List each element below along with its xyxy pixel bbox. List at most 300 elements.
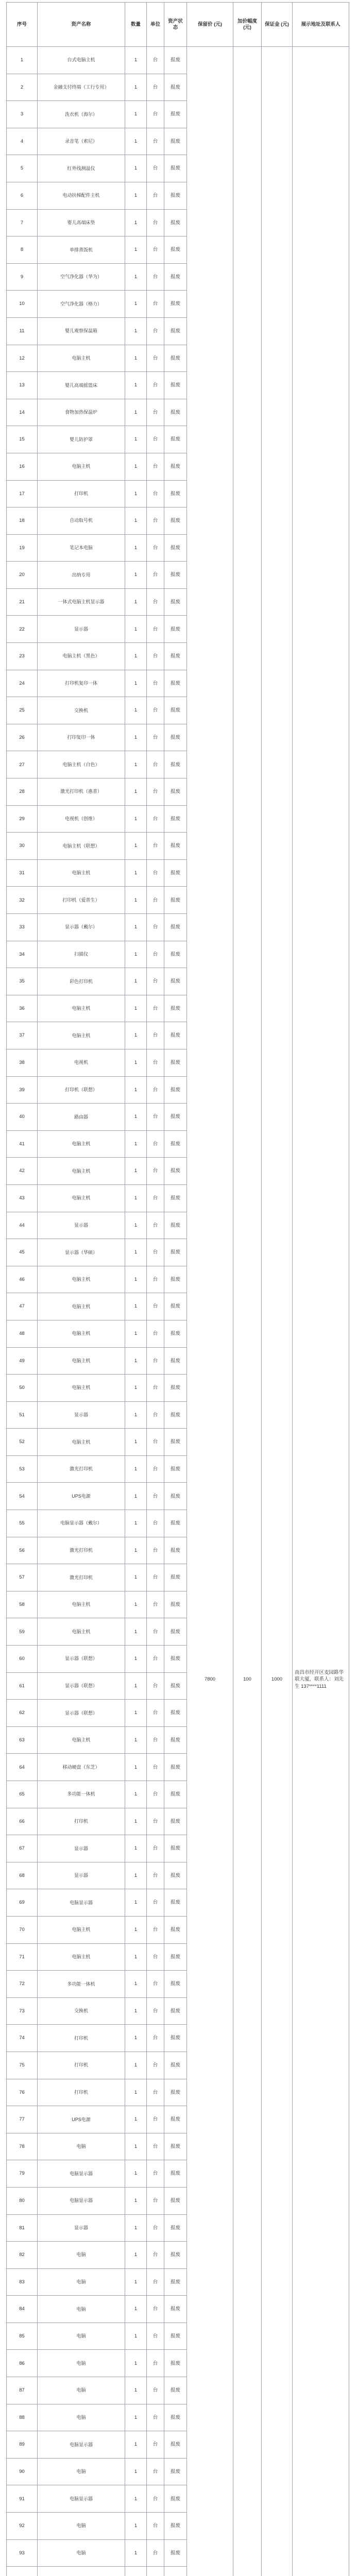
cell-unit: 台 bbox=[147, 1889, 164, 1917]
cell-unit: 台 bbox=[147, 2268, 164, 2296]
cell-name: 显示器（联想） bbox=[38, 1646, 125, 1673]
cell-name: 激光打印机（惠普） bbox=[38, 778, 125, 806]
cell-unit: 台 bbox=[147, 1971, 164, 1998]
cell-no: 12 bbox=[7, 345, 38, 372]
cell-status: 报废 bbox=[164, 1510, 187, 1537]
cell-qty: 1 bbox=[125, 1726, 147, 1754]
cell-no: 7 bbox=[7, 209, 38, 236]
cell-qty: 1 bbox=[125, 1700, 147, 1727]
cell-name: 扫描仪 bbox=[38, 941, 125, 968]
cell-name: 显示器 bbox=[38, 1835, 125, 1862]
cell-name: 婴儿高端摇篮床 bbox=[38, 372, 125, 399]
cell-status: 报废 bbox=[164, 1130, 187, 1158]
cell-status: 报废 bbox=[164, 1537, 187, 1564]
cell-qty: 1 bbox=[125, 1455, 147, 1483]
cell-qty: 1 bbox=[125, 236, 147, 264]
cell-no: 71 bbox=[7, 1943, 38, 1971]
cell-no: 52 bbox=[7, 1429, 38, 1456]
cell-unit: 台 bbox=[147, 1455, 164, 1483]
cell-unit: 台 bbox=[147, 833, 164, 860]
cell-no: 34 bbox=[7, 941, 38, 968]
merged-contact: 南昌市经开区麦园路华联大厦，联系人：刘先生 137****1111 bbox=[293, 47, 349, 2576]
cell-qty: 1 bbox=[125, 1320, 147, 1347]
cell-no: 79 bbox=[7, 2160, 38, 2188]
cell-qty: 1 bbox=[125, 1781, 147, 1808]
cell-status: 报废 bbox=[164, 1158, 187, 1185]
cell-status: 报废 bbox=[164, 534, 187, 562]
cell-no: 3 bbox=[7, 101, 38, 128]
cell-name: 空气净化器（格力） bbox=[38, 291, 125, 318]
cell-name: 激光打印机 bbox=[38, 1564, 125, 1591]
cell-status: 报废 bbox=[164, 291, 187, 318]
cell-name: 电脑 bbox=[38, 2377, 125, 2404]
cell-no: 64 bbox=[7, 1754, 38, 1781]
merged-increment: 100 bbox=[233, 47, 262, 2576]
cell-qty: 1 bbox=[125, 534, 147, 562]
cell-name: 婴儿防护罩 bbox=[38, 426, 125, 453]
cell-name: 激光打印机 bbox=[38, 1455, 125, 1483]
cell-unit: 台 bbox=[147, 155, 164, 182]
cell-name: UPS电源 bbox=[38, 2106, 125, 2133]
cell-no: 58 bbox=[7, 1591, 38, 1618]
cell-no: 56 bbox=[7, 1537, 38, 1564]
cell-status: 报废 bbox=[164, 155, 187, 182]
cell-unit: 台 bbox=[147, 2214, 164, 2242]
cell-unit: 台 bbox=[147, 1781, 164, 1808]
cell-qty: 1 bbox=[125, 1293, 147, 1320]
cell-no: 62 bbox=[7, 1700, 38, 1727]
cell-name: 电脑显示器 bbox=[38, 2431, 125, 2459]
cell-status: 报废 bbox=[164, 1618, 187, 1646]
cell-unit: 台 bbox=[147, 1049, 164, 1076]
cell-qty: 1 bbox=[125, 2404, 147, 2431]
cell-qty: 1 bbox=[125, 697, 147, 724]
cell-status: 报废 bbox=[164, 47, 187, 74]
cell-name: 打印机 bbox=[38, 2052, 125, 2079]
cell-status: 报废 bbox=[164, 968, 187, 995]
cell-no: 6 bbox=[7, 182, 38, 209]
cell-no: 50 bbox=[7, 1375, 38, 1402]
cell-unit: 台 bbox=[147, 1158, 164, 1185]
cell-status: 报废 bbox=[164, 2187, 187, 2214]
cell-qty: 1 bbox=[125, 1104, 147, 1131]
cell-name: 电脑 bbox=[38, 2242, 125, 2269]
cell-unit: 台 bbox=[147, 317, 164, 345]
cell-qty: 1 bbox=[125, 2025, 147, 2052]
cell-unit: 台 bbox=[147, 1429, 164, 1456]
cell-name: 显示器 bbox=[38, 2214, 125, 2242]
cell-unit: 台 bbox=[147, 1401, 164, 1429]
cell-unit: 台 bbox=[147, 263, 164, 291]
cell-name: 出纳专用 bbox=[38, 562, 125, 589]
cell-no: 80 bbox=[7, 2187, 38, 2214]
cell-name: 电脑主机 bbox=[38, 995, 125, 1022]
cell-qty: 1 bbox=[125, 2513, 147, 2540]
cell-qty: 1 bbox=[125, 372, 147, 399]
cell-qty: 1 bbox=[125, 1375, 147, 1402]
cell-unit: 台 bbox=[147, 1726, 164, 1754]
cell-status: 报废 bbox=[164, 1022, 187, 1049]
cell-no: 53 bbox=[7, 1455, 38, 1483]
cell-name: 笔记本电脑 bbox=[38, 534, 125, 562]
cell-name: 路由器 bbox=[38, 1104, 125, 1131]
cell-status: 报废 bbox=[164, 345, 187, 372]
cell-no: 19 bbox=[7, 534, 38, 562]
cell-no: 72 bbox=[7, 1971, 38, 1998]
cell-name: 电脑主机 bbox=[38, 1618, 125, 1646]
cell-status: 报废 bbox=[164, 372, 187, 399]
cell-name: 电脑主机 bbox=[38, 345, 125, 372]
cell-status: 报废 bbox=[164, 1916, 187, 1943]
cell-qty: 1 bbox=[125, 2214, 147, 2242]
cell-name: 电脑显示器 bbox=[38, 2187, 125, 2214]
cell-unit: 台 bbox=[147, 128, 164, 155]
cell-qty: 1 bbox=[125, 1401, 147, 1429]
cell-unit: 台 bbox=[147, 643, 164, 670]
cell-unit: 台 bbox=[147, 562, 164, 589]
cell-qty: 1 bbox=[125, 1835, 147, 1862]
cell-name: 电脑 bbox=[38, 2296, 125, 2323]
cell-no: 61 bbox=[7, 1672, 38, 1700]
cell-unit: 台 bbox=[147, 1564, 164, 1591]
cell-qty: 1 bbox=[125, 2187, 147, 2214]
cell-name: 电脑主机（黑色） bbox=[38, 643, 125, 670]
cell-status: 报废 bbox=[164, 209, 187, 236]
cell-no: 26 bbox=[7, 724, 38, 751]
cell-unit: 台 bbox=[147, 1618, 164, 1646]
cell-status: 报废 bbox=[164, 724, 187, 751]
cell-unit: 台 bbox=[147, 2539, 164, 2567]
cell-unit: 台 bbox=[147, 2133, 164, 2160]
cell-status: 报废 bbox=[164, 588, 187, 616]
cell-unit: 台 bbox=[147, 778, 164, 806]
cell-unit: 台 bbox=[147, 426, 164, 453]
cell-qty: 1 bbox=[125, 859, 147, 887]
cell-unit: 台 bbox=[147, 2025, 164, 2052]
cell-status: 报废 bbox=[164, 2052, 187, 2079]
cell-no: 78 bbox=[7, 2133, 38, 2160]
cell-unit: 台 bbox=[147, 372, 164, 399]
cell-no: 86 bbox=[7, 2350, 38, 2377]
cell-name: 电脑 bbox=[38, 2458, 125, 2485]
cell-qty: 1 bbox=[125, 833, 147, 860]
cell-qty: 1 bbox=[125, 1184, 147, 1212]
cell-unit: 台 bbox=[147, 1808, 164, 1835]
cell-status: 报废 bbox=[164, 507, 187, 535]
cell-qty: 1 bbox=[125, 562, 147, 589]
cell-qty: 1 bbox=[125, 1266, 147, 1293]
header-unit: 单位 bbox=[147, 3, 164, 47]
cell-status: 报废 bbox=[164, 236, 187, 264]
cell-qty: 1 bbox=[125, 345, 147, 372]
cell-unit: 台 bbox=[147, 995, 164, 1022]
cell-no: 17 bbox=[7, 480, 38, 507]
cell-no: 40 bbox=[7, 1104, 38, 1131]
cell-status: 报废 bbox=[164, 887, 187, 914]
cell-status: 报废 bbox=[164, 1293, 187, 1320]
cell-qty: 1 bbox=[125, 914, 147, 941]
cell-unit: 台 bbox=[147, 859, 164, 887]
cell-status: 报废 bbox=[164, 1429, 187, 1456]
cell-status: 报废 bbox=[164, 1347, 187, 1375]
cell-qty: 1 bbox=[125, 1537, 147, 1564]
cell-unit: 台 bbox=[147, 2160, 164, 2188]
cell-qty: 1 bbox=[125, 2268, 147, 2296]
cell-qty: 1 bbox=[125, 2106, 147, 2133]
cell-unit: 台 bbox=[147, 2458, 164, 2485]
cell-no: 73 bbox=[7, 1997, 38, 2025]
cell-name: 打印机复印一体 bbox=[38, 670, 125, 697]
cell-status: 报废 bbox=[164, 833, 187, 860]
cell-status: 报废 bbox=[164, 101, 187, 128]
cell-no: 51 bbox=[7, 1401, 38, 1429]
cell-qty: 1 bbox=[125, 670, 147, 697]
cell-unit: 台 bbox=[147, 616, 164, 643]
cell-no: 81 bbox=[7, 2214, 38, 2242]
cell-status: 报废 bbox=[164, 2539, 187, 2567]
cell-unit: 台 bbox=[147, 345, 164, 372]
cell-no: 2 bbox=[7, 74, 38, 101]
cell-no: 37 bbox=[7, 1022, 38, 1049]
cell-qty: 1 bbox=[125, 1943, 147, 1971]
cell-name: 食物加热保温炉 bbox=[38, 399, 125, 426]
cell-no: 36 bbox=[7, 995, 38, 1022]
cell-status: 报废 bbox=[164, 1672, 187, 1700]
cell-qty: 1 bbox=[125, 2539, 147, 2567]
cell-status: 报废 bbox=[164, 128, 187, 155]
cell-no: 70 bbox=[7, 1916, 38, 1943]
cell-name: 显示器（联想） bbox=[38, 1672, 125, 1700]
cell-name: 单排蒸饭机 bbox=[38, 236, 125, 264]
cell-unit: 台 bbox=[147, 1239, 164, 1266]
cell-no: 20 bbox=[7, 562, 38, 589]
cell-status: 报废 bbox=[164, 2160, 187, 2188]
cell-no: 32 bbox=[7, 887, 38, 914]
header-row bbox=[7, 3, 349, 47]
cell-no: 87 bbox=[7, 2377, 38, 2404]
cell-status: 报废 bbox=[164, 2513, 187, 2540]
cell-status: 报废 bbox=[164, 995, 187, 1022]
cell-status: 报废 bbox=[164, 2079, 187, 2106]
cell-name: 打印机 bbox=[38, 2025, 125, 2052]
cell-name: 电脑主机 bbox=[38, 1943, 125, 1971]
cell-no: 18 bbox=[7, 507, 38, 535]
table-row bbox=[7, 47, 349, 74]
cell-unit: 台 bbox=[147, 74, 164, 101]
cell-no: 48 bbox=[7, 1320, 38, 1347]
cell-status: 报废 bbox=[164, 263, 187, 291]
cell-qty: 1 bbox=[125, 453, 147, 480]
cell-qty: 1 bbox=[125, 1672, 147, 1700]
cell-status: 报废 bbox=[164, 1104, 187, 1131]
cell-unit: 台 bbox=[147, 1184, 164, 1212]
cell-unit: 台 bbox=[147, 2377, 164, 2404]
cell-unit: 台 bbox=[147, 1835, 164, 1862]
cell-unit: 台 bbox=[147, 588, 164, 616]
cell-no: 49 bbox=[7, 1347, 38, 1375]
cell-qty: 1 bbox=[125, 2296, 147, 2323]
cell-status: 报废 bbox=[164, 1862, 187, 1889]
cell-status: 报废 bbox=[164, 1049, 187, 1076]
cell-status: 报废 bbox=[164, 914, 187, 941]
cell-name: 打印机（联想） bbox=[38, 1076, 125, 1104]
cell-status: 报废 bbox=[164, 74, 187, 101]
cell-unit: 台 bbox=[147, 1483, 164, 1510]
cell-no: 68 bbox=[7, 1862, 38, 1889]
cell-status: 报废 bbox=[164, 805, 187, 833]
cell-no: 38 bbox=[7, 1049, 38, 1076]
cell-qty: 1 bbox=[125, 968, 147, 995]
cell-unit: 台 bbox=[147, 1916, 164, 1943]
cell-qty: 1 bbox=[125, 2133, 147, 2160]
cell-qty: 1 bbox=[125, 805, 147, 833]
cell-no: 9 bbox=[7, 263, 38, 291]
cell-status: 报废 bbox=[164, 2431, 187, 2459]
cell-unit: 台 bbox=[147, 1997, 164, 2025]
cell-name: 电脑主机（白色） bbox=[38, 751, 125, 778]
cell-status: 报废 bbox=[164, 399, 187, 426]
cell-status: 报废 bbox=[164, 2485, 187, 2513]
cell-qty: 1 bbox=[125, 1889, 147, 1917]
cell-unit: 台 bbox=[147, 914, 164, 941]
cell-unit: 台 bbox=[147, 182, 164, 209]
cell-unit: 台 bbox=[147, 2079, 164, 2106]
cell-status: 报废 bbox=[164, 1943, 187, 1971]
cell-status: 报废 bbox=[164, 2214, 187, 2242]
cell-no: 84 bbox=[7, 2296, 38, 2323]
cell-qty: 1 bbox=[125, 1618, 147, 1646]
cell-status: 报废 bbox=[164, 1971, 187, 1998]
cell-unit: 台 bbox=[147, 1754, 164, 1781]
header-reserve: 保留价 (元) bbox=[187, 3, 233, 47]
cell-unit: 台 bbox=[147, 2242, 164, 2269]
cell-status: 报废 bbox=[164, 1726, 187, 1754]
cell-unit: 台 bbox=[147, 1293, 164, 1320]
cell-name: 电视机（创维） bbox=[38, 805, 125, 833]
cell-unit: 台 bbox=[147, 2431, 164, 2459]
cell-unit: 台 bbox=[147, 2052, 164, 2079]
cell-name: 激光打印机 bbox=[38, 1537, 125, 1564]
cell-status: 报废 bbox=[164, 1700, 187, 1727]
cell-no: 77 bbox=[7, 2106, 38, 2133]
cell-qty: 1 bbox=[125, 399, 147, 426]
cell-unit: 台 bbox=[147, 1212, 164, 1239]
cell-name: 电脑主机 bbox=[38, 1347, 125, 1375]
cell-qty: 1 bbox=[125, 1158, 147, 1185]
cell-no: 13 bbox=[7, 372, 38, 399]
header-contact: 展示地址及联系人 bbox=[293, 3, 349, 47]
cell-status: 报废 bbox=[164, 670, 187, 697]
cell-name: 电脑 bbox=[38, 2539, 125, 2567]
cell-unit: 台 bbox=[147, 1130, 164, 1158]
cell-qty: 1 bbox=[125, 1808, 147, 1835]
cell-no: 27 bbox=[7, 751, 38, 778]
cell-no: 22 bbox=[7, 616, 38, 643]
cell-no: 89 bbox=[7, 2431, 38, 2459]
cell-name: 交换机 bbox=[38, 697, 125, 724]
cell-no: 44 bbox=[7, 1212, 38, 1239]
cell-name: 电脑 bbox=[38, 2268, 125, 2296]
cell-status: 报废 bbox=[164, 317, 187, 345]
cell-qty: 1 bbox=[125, 941, 147, 968]
cell-name: 红外线测温仪 bbox=[38, 155, 125, 182]
cell-no: 33 bbox=[7, 914, 38, 941]
cell-status: 报废 bbox=[164, 643, 187, 670]
cell-qty: 1 bbox=[125, 426, 147, 453]
cell-name: 打印机 bbox=[38, 1808, 125, 1835]
cell-no: 39 bbox=[7, 1076, 38, 1104]
cell-name: 婴儿观察保温箱 bbox=[38, 317, 125, 345]
cell-name: 打印机（爱普生） bbox=[38, 887, 125, 914]
cell-unit: 台 bbox=[147, 1076, 164, 1104]
cell-status: 报废 bbox=[164, 1184, 187, 1212]
header-qty: 数量 bbox=[125, 3, 147, 47]
cell-name: 电脑主机 bbox=[38, 1916, 125, 1943]
cell-name: 彩色打印机 bbox=[38, 968, 125, 995]
cell-unit: 台 bbox=[147, 1375, 164, 1402]
cell-unit: 台 bbox=[147, 1537, 164, 1564]
cell-qty: 1 bbox=[125, 1564, 147, 1591]
cell-no: 15 bbox=[7, 426, 38, 453]
cell-name: 电脑主机 bbox=[38, 1320, 125, 1347]
cell-unit: 台 bbox=[147, 2350, 164, 2377]
cell-unit: 台 bbox=[147, 887, 164, 914]
cell-unit: 台 bbox=[147, 1022, 164, 1049]
cell-unit: 台 bbox=[147, 751, 164, 778]
cell-status: 报废 bbox=[164, 778, 187, 806]
cell-name: 电脑 bbox=[38, 2133, 125, 2160]
cell-unit: 台 bbox=[147, 507, 164, 535]
cell-name: 电脑显示器 bbox=[38, 2485, 125, 2513]
cell-no bbox=[7, 2567, 38, 2576]
cell-status: 报废 bbox=[164, 2106, 187, 2133]
cell-name: 电脑主机 bbox=[38, 1591, 125, 1618]
cell-name: 打印机 bbox=[38, 480, 125, 507]
cell-unit: 台 bbox=[147, 453, 164, 480]
cell-qty: 1 bbox=[125, 778, 147, 806]
cell-qty: 1 bbox=[125, 182, 147, 209]
cell-unit: 台 bbox=[147, 670, 164, 697]
cell-name: 金融支付终端（工行专用） bbox=[38, 74, 125, 101]
cell-no: 42 bbox=[7, 1158, 38, 1185]
cell-no: 24 bbox=[7, 670, 38, 697]
cell-no: 74 bbox=[7, 2025, 38, 2052]
cell-name: 电脑 bbox=[38, 2350, 125, 2377]
cell-name: 显示器 bbox=[38, 1212, 125, 1239]
cell-qty: 1 bbox=[125, 995, 147, 1022]
cell-name: UPS电源 bbox=[38, 1483, 125, 1510]
cell-status: 报废 bbox=[164, 1375, 187, 1402]
cell-unit: 台 bbox=[147, 2404, 164, 2431]
header-deposit: 保证金 (元) bbox=[262, 3, 293, 47]
cell-name: 电脑主机 bbox=[38, 1375, 125, 1402]
cell-name: 洗衣机（海尔） bbox=[38, 101, 125, 128]
cell-no: 45 bbox=[7, 1239, 38, 1266]
header-status: 资产状态 bbox=[164, 3, 187, 47]
cell-qty: 1 bbox=[125, 2052, 147, 2079]
header-name: 资产名称 bbox=[38, 3, 125, 47]
table-body bbox=[7, 47, 349, 2576]
cell-no: 4 bbox=[7, 128, 38, 155]
cell-qty: 1 bbox=[125, 1591, 147, 1618]
cell-no: 75 bbox=[7, 2052, 38, 2079]
cell-unit: 台 bbox=[147, 1943, 164, 1971]
cell-qty: 1 bbox=[125, 2458, 147, 2485]
cell-qty: 1 bbox=[125, 1862, 147, 1889]
cell-unit: 台 bbox=[147, 534, 164, 562]
cell-unit: 台 bbox=[147, 805, 164, 833]
cell-name: 电脑主机 bbox=[38, 1158, 125, 1185]
